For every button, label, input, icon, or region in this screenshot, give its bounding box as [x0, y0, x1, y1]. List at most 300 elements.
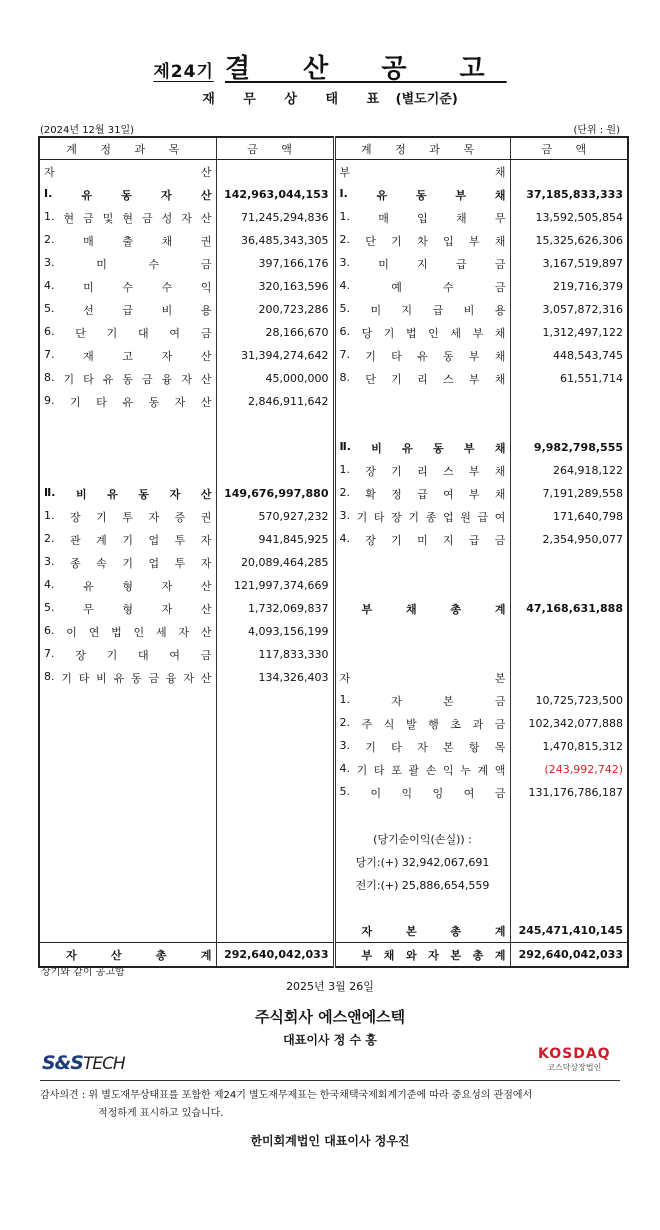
label-glyph: 채 [494, 372, 506, 386]
table-row [39, 436, 628, 459]
label-glyph: 채 [494, 165, 506, 179]
right-account-cell [334, 298, 510, 321]
account-label [340, 463, 506, 479]
label-glyph: 7. [44, 646, 55, 660]
account-label [340, 348, 506, 364]
left-account-cell [39, 735, 216, 758]
left-amount-cell [216, 873, 334, 896]
label-glyph: 속 [96, 556, 107, 570]
label-glyph: 3. [339, 255, 350, 269]
left-account-cell [39, 827, 216, 850]
label-glyph: 8. [339, 370, 350, 384]
right-amount-cell [510, 827, 628, 850]
right-account-cell [334, 436, 510, 459]
right-account-cell [334, 919, 510, 943]
account-label [44, 486, 212, 502]
right-account-cell [334, 804, 510, 827]
label-glyph: 2. [44, 232, 55, 246]
label-glyph: 수 [148, 257, 160, 271]
label-glyph: 부 [361, 602, 373, 616]
label-glyph: 장 [75, 648, 86, 662]
left-amount-cell: 20,089,464,285 [216, 551, 334, 574]
label-glyph: 산 [200, 487, 212, 501]
label-glyph: 수 [443, 280, 454, 294]
label-glyph: 기 [63, 372, 75, 386]
label-glyph: 계 [494, 948, 506, 962]
label-glyph: 미 [370, 303, 382, 317]
table-row [39, 735, 628, 758]
table-row [39, 574, 628, 597]
label-glyph: 기 [408, 510, 420, 524]
label-glyph: 유 [402, 441, 413, 455]
left-amount-cell: 121,997,374,669 [216, 574, 334, 597]
label-glyph: 대 [138, 648, 149, 662]
label-glyph: 익 [401, 786, 413, 800]
right-account-cell [334, 666, 510, 689]
left-amount-cell [216, 413, 334, 436]
label-glyph: 기 [383, 326, 395, 340]
label-glyph: 기 [365, 740, 376, 754]
label-glyph: 자 [183, 671, 194, 685]
label-glyph: 단 [75, 326, 86, 340]
right-amount-cell: 2,354,950,077 [510, 528, 628, 551]
label-glyph: 자 [361, 924, 373, 938]
right-amount-cell [510, 873, 628, 896]
label-glyph: 입 [442, 234, 454, 248]
left-account-cell [39, 321, 216, 344]
label-glyph: 미 [96, 257, 107, 271]
left-account-cell [39, 183, 216, 206]
header-left-account: 계 정 과 목 [39, 137, 216, 160]
balance-sheet-table [38, 136, 629, 968]
left-account-cell [39, 459, 216, 482]
label-glyph: 법 [111, 625, 122, 639]
announcement-date: 2025년 3월 26일 [286, 980, 374, 993]
account-label [340, 187, 506, 203]
account-label [44, 532, 212, 548]
title-text: 결 산 공 고 [224, 54, 507, 84]
kosdaq-wordmark: KOSDAQ [538, 1046, 611, 1062]
left-amount-cell: 28,166,670 [216, 321, 334, 344]
label-glyph: 초 [450, 717, 462, 731]
auditor-name: 한미회계법인 대표이사 정우진 [250, 1134, 410, 1148]
label-glyph: 주 [361, 717, 373, 731]
label-glyph: 6. [44, 324, 55, 338]
label-glyph: 타 [391, 349, 402, 363]
label-glyph: 채 [494, 326, 506, 340]
right-amount-cell: 3,167,519,897 [510, 252, 628, 275]
right-amount-cell [510, 804, 628, 827]
label-glyph: 투 [174, 533, 186, 547]
label-glyph: 급 [122, 303, 133, 317]
table-row [39, 528, 628, 551]
label-glyph: 용 [200, 303, 212, 317]
label-glyph: 장 [365, 533, 376, 547]
table-row [39, 459, 628, 482]
label-glyph: 비 [76, 487, 87, 501]
label-glyph: 와 [405, 948, 417, 962]
right-amount-cell: 1,312,497,122 [510, 321, 628, 344]
label-glyph: 예 [391, 280, 402, 294]
right-amount-cell: 47,168,631,888 [510, 597, 628, 620]
table-row [39, 413, 628, 436]
label-glyph: 부 [455, 188, 467, 202]
label-glyph: 6. [44, 623, 55, 637]
label-glyph: 채 [494, 464, 506, 478]
label-glyph: 동 [433, 441, 444, 455]
right-amount-cell [510, 160, 628, 184]
label-glyph: 식 [383, 717, 395, 731]
label-glyph: 8. [44, 669, 55, 683]
right-account-cell [334, 482, 510, 505]
label-glyph: 법 [405, 326, 417, 340]
label-glyph: 8. [44, 370, 55, 384]
label-glyph: 산 [200, 372, 212, 386]
label-glyph: 본 [494, 671, 506, 685]
left-amount-cell [216, 735, 334, 758]
right-amount-cell: 102,342,077,888 [510, 712, 628, 735]
right-account-cell [334, 873, 510, 896]
label-glyph: 5. [44, 301, 55, 315]
left-account-cell [39, 229, 216, 252]
right-amount-cell [510, 551, 628, 574]
label-glyph: 장 [391, 510, 402, 524]
label-glyph: 급 [468, 533, 480, 547]
left-amount-cell [216, 712, 334, 735]
left-amount-cell [216, 850, 334, 873]
label-glyph: 5. [339, 784, 350, 798]
label-glyph: 산 [200, 625, 212, 639]
label-glyph: 부 [361, 948, 373, 962]
label-glyph: 5. [44, 600, 55, 614]
account-label [340, 947, 506, 963]
label-glyph: 금 [494, 694, 506, 708]
kosdaq-logo [538, 1046, 611, 1073]
label-glyph: 채 [455, 211, 467, 225]
account-label [340, 693, 506, 709]
table-row [39, 206, 628, 229]
label-glyph: 타 [373, 510, 385, 524]
header-right-account: 계 정 과 목 [334, 137, 510, 160]
table-row [39, 943, 628, 968]
label-glyph: 리 [417, 372, 428, 386]
label-glyph: 유 [376, 188, 388, 202]
company-name: 주식회사 에스앤에스텍 [254, 1008, 406, 1026]
label-glyph: 1. [339, 692, 350, 706]
left-account-cell [39, 413, 216, 436]
label-glyph: 부 [468, 349, 480, 363]
label-glyph: 금 [494, 533, 506, 547]
label-glyph: 산 [200, 671, 212, 685]
table-row [39, 850, 628, 873]
table-row [39, 551, 628, 574]
label-glyph: 여 [463, 786, 475, 800]
right-account-cell [334, 183, 510, 206]
account-label [340, 601, 506, 617]
right-account-cell [334, 413, 510, 436]
label-glyph: 금 [200, 648, 212, 662]
right-account-cell [334, 781, 510, 804]
label-glyph: 금 [141, 372, 153, 386]
label-glyph: 기 [391, 372, 402, 386]
label-glyph: 금 [494, 280, 506, 294]
label-glyph: 기 [391, 533, 402, 547]
account-label [340, 923, 506, 939]
left-amount-cell: 2,846,911,642 [216, 390, 334, 413]
label-glyph: 투 [122, 510, 133, 524]
account-label [44, 647, 212, 663]
label-glyph: 단 [365, 234, 376, 248]
left-account-cell [39, 919, 216, 943]
label-glyph: 권 [200, 510, 212, 524]
label-glyph: 매 [378, 211, 389, 225]
left-amount-cell: 149,676,997,880 [216, 482, 334, 505]
announcement-title [0, 48, 660, 85]
left-amount-cell [216, 160, 334, 184]
label-glyph: 총 [450, 602, 462, 616]
label-glyph: 산 [200, 602, 212, 616]
account-label [44, 578, 212, 594]
net-income-note: 전기:(+) 25,886,654,559 [355, 878, 490, 892]
label-glyph: 손 [425, 763, 437, 777]
right-account-cell [334, 758, 510, 781]
account-label [44, 348, 212, 364]
right-account-cell [334, 528, 510, 551]
table-row [39, 344, 628, 367]
left-amount-cell: 397,166,176 [216, 252, 334, 275]
left-amount-cell: 45,000,000 [216, 367, 334, 390]
right-amount-cell: 245,471,410,145 [510, 919, 628, 943]
table-row [39, 781, 628, 804]
audit-opinion-line1: 감사의견 : 위 별도재무상태표를 포함한 제24기 별도재무제표는 한국채택국제회계기준에 따라 중요성의 관점에서 [40, 1090, 533, 1101]
table-row [39, 229, 628, 252]
label-glyph: 산 [200, 165, 212, 179]
left-amount-cell [216, 919, 334, 943]
right-amount-cell [510, 643, 628, 666]
label-glyph: 총 [472, 948, 484, 962]
label-glyph: 차 [417, 234, 428, 248]
right-amount-cell: 9,982,798,555 [510, 436, 628, 459]
label-glyph: 채 [494, 349, 506, 363]
table-row [39, 298, 628, 321]
account-label [340, 164, 506, 180]
label-glyph: 동 [148, 395, 160, 409]
label-glyph: 급 [432, 303, 444, 317]
label-glyph: 업 [442, 510, 454, 524]
net-income-note: (당기순이익(손실)) : [373, 832, 472, 846]
label-glyph: 금 [494, 786, 506, 800]
account-label [340, 785, 506, 801]
label-glyph: 2. [339, 232, 350, 246]
label-glyph: 자 [428, 948, 439, 962]
label-glyph: 3. [339, 508, 350, 522]
label-glyph: 계 [477, 763, 489, 777]
left-account-cell [39, 206, 216, 229]
label-glyph: 자 [161, 579, 173, 593]
label-glyph: 부 [468, 487, 480, 501]
account-label [340, 762, 506, 778]
right-account-cell [334, 620, 510, 643]
label-glyph: 여 [169, 648, 181, 662]
left-amount-cell: 320,163,596 [216, 275, 334, 298]
label-glyph: 단 [365, 372, 376, 386]
left-account-cell [39, 252, 216, 275]
left-amount-cell: 1,732,069,837 [216, 597, 334, 620]
label-glyph: 관 [70, 533, 81, 547]
label-glyph: 자 [339, 671, 351, 685]
account-label [340, 486, 506, 502]
label-glyph: 채 [494, 441, 506, 455]
audit-opinion-line2: 적정하게 표시하고 있습니다. [98, 1108, 224, 1119]
label-glyph: 3. [44, 255, 55, 269]
label-glyph: 현 [122, 211, 133, 225]
label-glyph: 채 [494, 487, 506, 501]
label-glyph: 자 [200, 556, 212, 570]
account-label [44, 624, 212, 640]
account-label [340, 440, 506, 456]
left-account-cell [39, 298, 216, 321]
label-glyph: 선 [83, 303, 94, 317]
right-amount-cell: 171,640,798 [510, 505, 628, 528]
table-row [39, 160, 628, 184]
label-glyph: 본 [405, 924, 417, 938]
fiscal-period: 제24기 [153, 62, 214, 82]
right-amount-cell: 7,191,289,558 [510, 482, 628, 505]
label-glyph: 6. [339, 324, 350, 338]
label-glyph: 타 [391, 740, 402, 754]
label-glyph: 금 [83, 211, 94, 225]
table-row [39, 597, 628, 620]
date-unit-line [40, 121, 620, 136]
label-glyph: 장 [70, 510, 81, 524]
table-row [39, 873, 628, 896]
label-glyph: 산 [200, 349, 212, 363]
label-glyph: 비 [463, 303, 475, 317]
label-glyph: 계 [200, 948, 212, 962]
label-glyph: 재 [83, 349, 94, 363]
right-account-cell [334, 367, 510, 390]
label-glyph: 산 [200, 579, 212, 593]
company-logo [42, 1052, 125, 1074]
label-glyph: 1. [44, 508, 55, 522]
label-glyph: 종 [425, 510, 437, 524]
label-glyph: Ⅰ. [44, 186, 53, 200]
label-glyph: 자 [161, 602, 173, 616]
account-label [44, 256, 212, 272]
label-glyph: 잉 [432, 786, 444, 800]
right-account-cell [334, 321, 510, 344]
right-amount-cell: 3,057,872,316 [510, 298, 628, 321]
right-account-cell [334, 160, 510, 184]
statement-date: (2024년 12월 31일) [40, 125, 135, 136]
left-account-cell [39, 551, 216, 574]
label-glyph: 채 [494, 188, 506, 202]
right-amount-cell: 264,918,122 [510, 459, 628, 482]
label-glyph: 과 [472, 717, 484, 731]
left-amount-cell [216, 896, 334, 919]
label-glyph: 비 [161, 303, 173, 317]
table-row [39, 321, 628, 344]
right-account-cell [334, 551, 510, 574]
right-amount-cell: 15,325,626,306 [510, 229, 628, 252]
label-glyph: 대 [138, 326, 149, 340]
right-amount-cell [510, 620, 628, 643]
label-glyph: Ⅰ. [339, 186, 348, 200]
label-glyph: 3. [44, 554, 55, 568]
table-row [39, 620, 628, 643]
table-row [39, 804, 628, 827]
right-amount-cell: 61,551,714 [510, 367, 628, 390]
table-row [39, 275, 628, 298]
label-glyph: 금 [148, 671, 160, 685]
left-account-cell [39, 804, 216, 827]
label-glyph: 매 [83, 234, 94, 248]
label-glyph: 스 [442, 464, 454, 478]
label-glyph: 자 [148, 510, 160, 524]
label-glyph: 자 [417, 740, 428, 754]
right-amount-cell [510, 666, 628, 689]
right-amount-cell [510, 850, 628, 873]
left-amount-cell: 570,927,232 [216, 505, 334, 528]
label-glyph: 미 [378, 257, 389, 271]
label-glyph: 유 [102, 372, 114, 386]
label-glyph: 유 [113, 671, 125, 685]
label-glyph: 무 [494, 211, 506, 225]
label-glyph: 부 [472, 326, 484, 340]
label-glyph: 계 [96, 533, 107, 547]
label-glyph: 기 [96, 510, 107, 524]
label-glyph: 2. [339, 715, 350, 729]
label-glyph: 리 [417, 464, 428, 478]
right-account-cell [334, 943, 510, 968]
label-glyph: 자 [178, 625, 190, 639]
label-glyph: 형 [122, 602, 133, 616]
right-amount-cell: 1,470,815,312 [510, 735, 628, 758]
right-account-cell [334, 505, 510, 528]
left-account-cell [39, 482, 216, 505]
account-label [340, 532, 506, 548]
left-account-cell [39, 666, 216, 689]
label-glyph: 자 [66, 948, 77, 962]
label-glyph: 기 [391, 234, 402, 248]
right-account-cell [334, 459, 510, 482]
left-account-cell [39, 367, 216, 390]
label-glyph: 지 [401, 303, 413, 317]
label-glyph: 자 [181, 372, 192, 386]
label-glyph: 총 [450, 924, 462, 938]
label-glyph: 기 [122, 533, 133, 547]
left-account-cell [39, 390, 216, 413]
right-account-cell [334, 735, 510, 758]
account-label [44, 601, 212, 617]
label-glyph: 세 [155, 625, 167, 639]
label-glyph: 4. [339, 761, 350, 775]
label-glyph: 금 [494, 257, 506, 271]
left-account-cell [39, 712, 216, 735]
label-glyph: 인 [428, 326, 439, 340]
label-glyph: 장 [365, 464, 376, 478]
account-label [44, 670, 212, 686]
label-glyph: 증 [174, 510, 186, 524]
right-amount-cell: (243,992,742) [510, 758, 628, 781]
account-label [44, 187, 212, 203]
left-account-cell [39, 344, 216, 367]
label-glyph: 채 [161, 234, 173, 248]
label-glyph: 1. [44, 209, 55, 223]
account-label [340, 716, 506, 732]
label-glyph: 동 [131, 671, 142, 685]
logo-wordmark: TECH [82, 1054, 125, 1074]
